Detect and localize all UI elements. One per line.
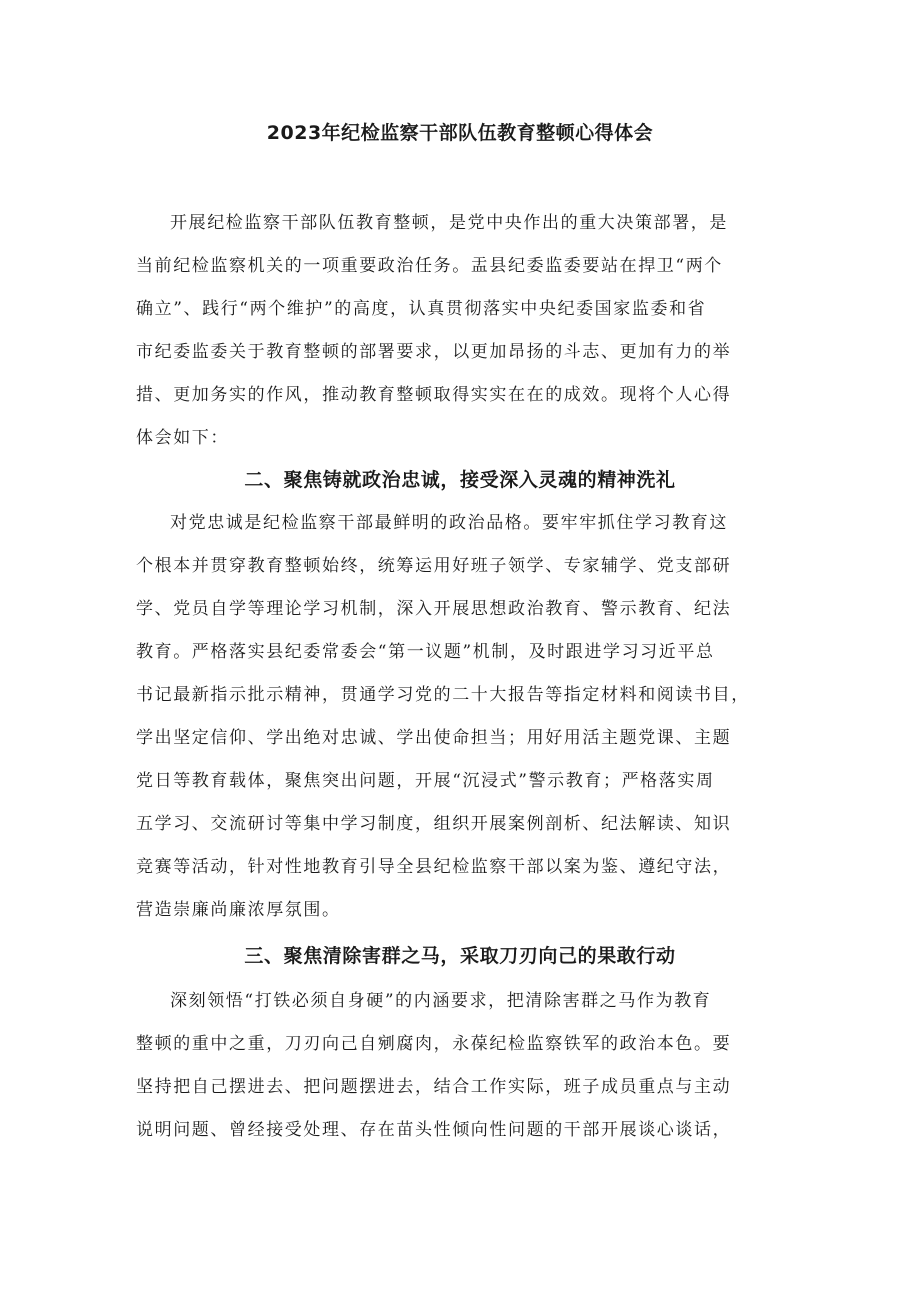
- section-heading-2: 二、聚焦铸就政治忠诚，接受深入灵魂的精神洗礼: [244, 469, 676, 491]
- document-title: 2023年纪检监察干部队伍教育整顿心得体会: [266, 122, 654, 144]
- text-line: 教育。严格落实县纪委常委会“第一议题”机制，及时跟进学习习近平总: [136, 642, 715, 662]
- text-line: 措、更加务实的作风，推动教育整顿取得实实在在的成效。现将个人心得: [136, 385, 732, 405]
- intro-paragraph: [136, 202, 796, 460]
- text-line: 确立”、践行“两个维护”的高度，认真贯彻落实中央纪委国家监委和省: [136, 299, 707, 319]
- text-line: 营造崇廉尚廉浓厚氛围。: [136, 900, 341, 920]
- text-line: 说明问题、曾经接受处理、存在苗头性倾向性问题的干部开展谈心谈话，: [136, 1120, 732, 1140]
- section-heading-3: 三、聚焦清除害群之马，采取刀刃向己的果敢行动: [244, 945, 676, 967]
- text-line: 竞赛等活动，针对性地教育引导全县纪检监察干部以案为鉴、遵纪守法，: [136, 857, 732, 877]
- text-line: 对党忠诚是纪检监察干部最鲜明的政治品格。要牢牢抓住学习教育这: [170, 513, 728, 533]
- section-paragraph-3: [136, 980, 796, 1152]
- text-line: 个根本并贯穿教育整顿始终，统筹运用好班子领学、专家辅学、党支部研: [136, 556, 732, 576]
- text-line: 体会如下：: [136, 428, 229, 448]
- text-line: 学、党员自学等理论学习机制，深入开展思想政治教育、警示教育、纪法: [136, 599, 732, 619]
- text-line: 当前纪检监察机关的一项重要政治任务。盂县纪委监委要站在捍卫“两个: [136, 256, 723, 276]
- text-line: 五学习、交流研讨等集中学习制度，组织开展案例剖析、纪法解读、知识: [136, 814, 732, 834]
- text-line: 深刻领悟“打铁必须自身硬”的内涵要求，把清除害群之马作为教育: [170, 991, 712, 1011]
- text-line: 书记最新指示批示精神，贯通学习党的二十大报告等指定材料和阅读书目，: [136, 685, 750, 705]
- section-paragraph-2: [136, 502, 796, 932]
- text-line: 坚持把自己摆进去、把问题摆进去，结合工作实际，班子成员重点与主动: [136, 1077, 732, 1097]
- text-line: 开展纪检监察干部队伍教育整顿，是党中央作出的重大决策部署，是: [170, 213, 728, 233]
- text-line: 学出坚定信仰、学出绝对忠诚、学出使命担当；用好用活主题党课、主题: [136, 728, 732, 748]
- text-line: 整顿的重中之重，刀刃向己自剜腐肉，永葆纪检监察铁军的政治本色。要: [136, 1034, 732, 1054]
- text-line: 党日等教育载体，聚焦突出问题，开展“沉浸式”警示教育；严格落实周: [136, 771, 715, 791]
- text-line: 市纪委监委关于教育整顿的部署要求，以更加昂扬的斗志、更加有力的举: [136, 342, 732, 362]
